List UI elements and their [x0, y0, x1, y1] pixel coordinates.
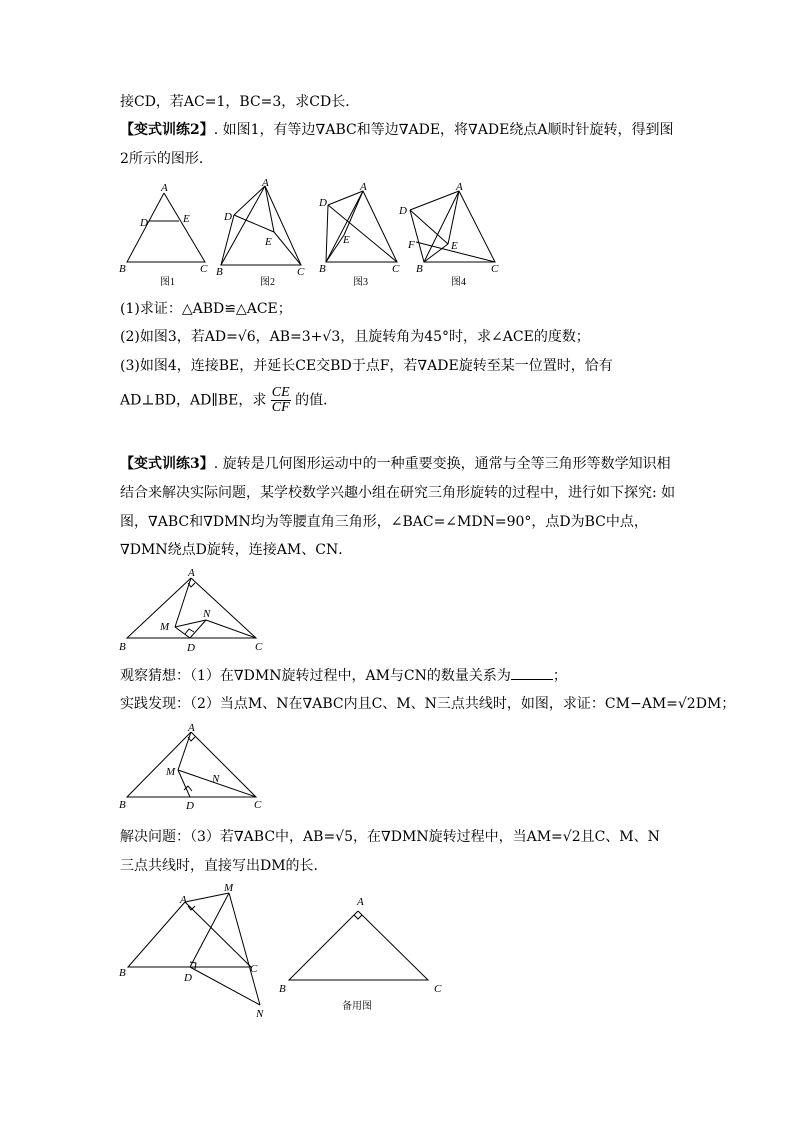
svg-text:E: E — [343, 234, 350, 246]
svg-text:A: A — [357, 896, 364, 908]
svg-text:C: C — [491, 263, 499, 275]
svg-text:E: E — [183, 213, 190, 225]
svg-text:E: E — [265, 236, 272, 248]
figure-3 — [318, 178, 408, 288]
svg-text:A: A — [262, 177, 269, 189]
answer-blank[interactable] — [511, 665, 553, 680]
v3-solve-line-2: 三点共线时，直接写出DM的长． — [120, 858, 328, 874]
svg-text:C: C — [297, 266, 305, 278]
v2-intro-a: . 如图1，有等边∇ABC和等边∇ADE，将∇ADE绕点A顺时针旋转，得到图 — [213, 122, 674, 138]
v3-figure-2 — [118, 718, 268, 813]
v2-q3-end: 的值． — [295, 392, 338, 409]
svg-text:A: A — [188, 722, 195, 734]
caption-fig2: 图2 — [260, 277, 275, 288]
caption-fig1: 图1 — [160, 277, 175, 288]
fraction-numerator: CE — [271, 385, 290, 400]
v3-solve-line-1: 解决问题：（3）若∇ABC中，AB=√5，在∇DMN旋转过程中，当AM=√2且C、M、N — [120, 829, 660, 845]
backup-caption: 备用图 — [342, 1001, 372, 1012]
svg-text:C: C — [434, 983, 442, 995]
fraction-ce-cf — [271, 386, 291, 415]
figure-4 — [398, 178, 498, 288]
svg-text:D: D — [399, 205, 407, 217]
svg-text:A: A — [161, 182, 168, 194]
svg-text:B: B — [319, 263, 326, 275]
v2-q2: (2)如图3，若AD=√6，AB=3+√3，且旋转角为45°时，求∠ACE的度数； — [120, 329, 590, 345]
svg-text:A: A — [188, 567, 195, 579]
figure-1 — [116, 178, 216, 288]
svg-text:D: D — [140, 217, 148, 229]
caption-fig3: 图3 — [353, 277, 368, 288]
fraction-denominator: CF — [271, 400, 290, 415]
svg-text:D: D — [186, 800, 194, 812]
svg-text:C: C — [254, 799, 262, 811]
svg-text:F: F — [408, 239, 415, 251]
v2-q3-condition: AD⊥BD，AD∥BE，求 — [120, 392, 267, 409]
svg-text:B: B — [416, 263, 423, 275]
v2-intro-line-1 — [120, 120, 673, 140]
svg-text:A: A — [456, 181, 463, 193]
v2-q3-line-2 — [120, 386, 337, 415]
svg-text:B: B — [119, 799, 126, 811]
caption-fig4: 图4 — [451, 277, 466, 288]
svg-text:B: B — [119, 263, 126, 275]
v3-observe-text: 观察猜想：（1）在∇DMN旋转过程中，AM与CN的数量关系为 — [120, 668, 511, 684]
v3-p1-text: . 旋转是几何图形运动中的一种重要变换，通常与全等三角形等数学知识相 — [213, 456, 671, 472]
svg-text:A: A — [180, 894, 187, 906]
v3-observe-end: ； — [552, 668, 567, 684]
v2-q3-line-1: (3)如图4，连接BE，并延长CE交BD于点F，若∇ADE旋转至某一位置时，恰有 — [120, 358, 613, 374]
backup-figure — [276, 895, 442, 1012]
svg-text:B: B — [216, 266, 223, 278]
v3-practice: 实践发现：（2）当点M、N在∇ABC内且C、M、N三点共线时，如图，求证：CM−AM=√2DM； — [120, 696, 736, 712]
v3-p3: 图，∇ABC和∇DMN均为等腰直角三角形，∠BAC=∠MDN=90°，点D为BC中点， — [120, 514, 648, 530]
svg-text:D: D — [187, 642, 195, 654]
svg-text:N: N — [203, 608, 211, 620]
svg-text:C: C — [250, 963, 258, 975]
svg-text:B: B — [119, 641, 126, 653]
svg-text:A: A — [360, 181, 367, 193]
svg-text:D: D — [319, 197, 327, 209]
svg-text:C: C — [255, 641, 263, 653]
svg-text:M: M — [224, 882, 234, 894]
svg-text:C: C — [392, 263, 400, 275]
svg-text:M: M — [160, 621, 170, 633]
v2-q1: (1)求证：△ABD≌△ACE； — [120, 301, 292, 317]
v3-observe — [120, 665, 567, 686]
v3-p1 — [120, 454, 671, 474]
v2-title: 【变式训练2】 — [120, 122, 214, 138]
svg-text:B: B — [279, 983, 286, 995]
v3-figure-3 — [116, 880, 276, 1020]
svg-text:D: D — [184, 972, 192, 984]
svg-text:N: N — [212, 773, 220, 785]
figure-2 — [216, 175, 316, 288]
svg-text:E: E — [451, 240, 458, 252]
v3-title: 【变式训练3】 — [120, 456, 214, 472]
text-line-1: 接CD，若AC=1，BC=3，求CD长． — [120, 94, 360, 110]
svg-text:N: N — [256, 1008, 264, 1020]
svg-text:B: B — [119, 967, 126, 979]
svg-text:D: D — [224, 211, 232, 223]
v3-p4: ∇DMN绕点D旋转，连接AM、CN． — [120, 542, 353, 558]
svg-text:C: C — [200, 263, 208, 275]
svg-text:M: M — [166, 766, 176, 778]
v2-intro-line-2: 2所示的图形． — [120, 151, 213, 167]
v3-figure-1 — [118, 565, 268, 655]
v3-p2: 结合来解决实际问题，某学校数学兴趣小组在研究三角形旋转的过程中，进行如下探究: 如 — [120, 485, 676, 501]
